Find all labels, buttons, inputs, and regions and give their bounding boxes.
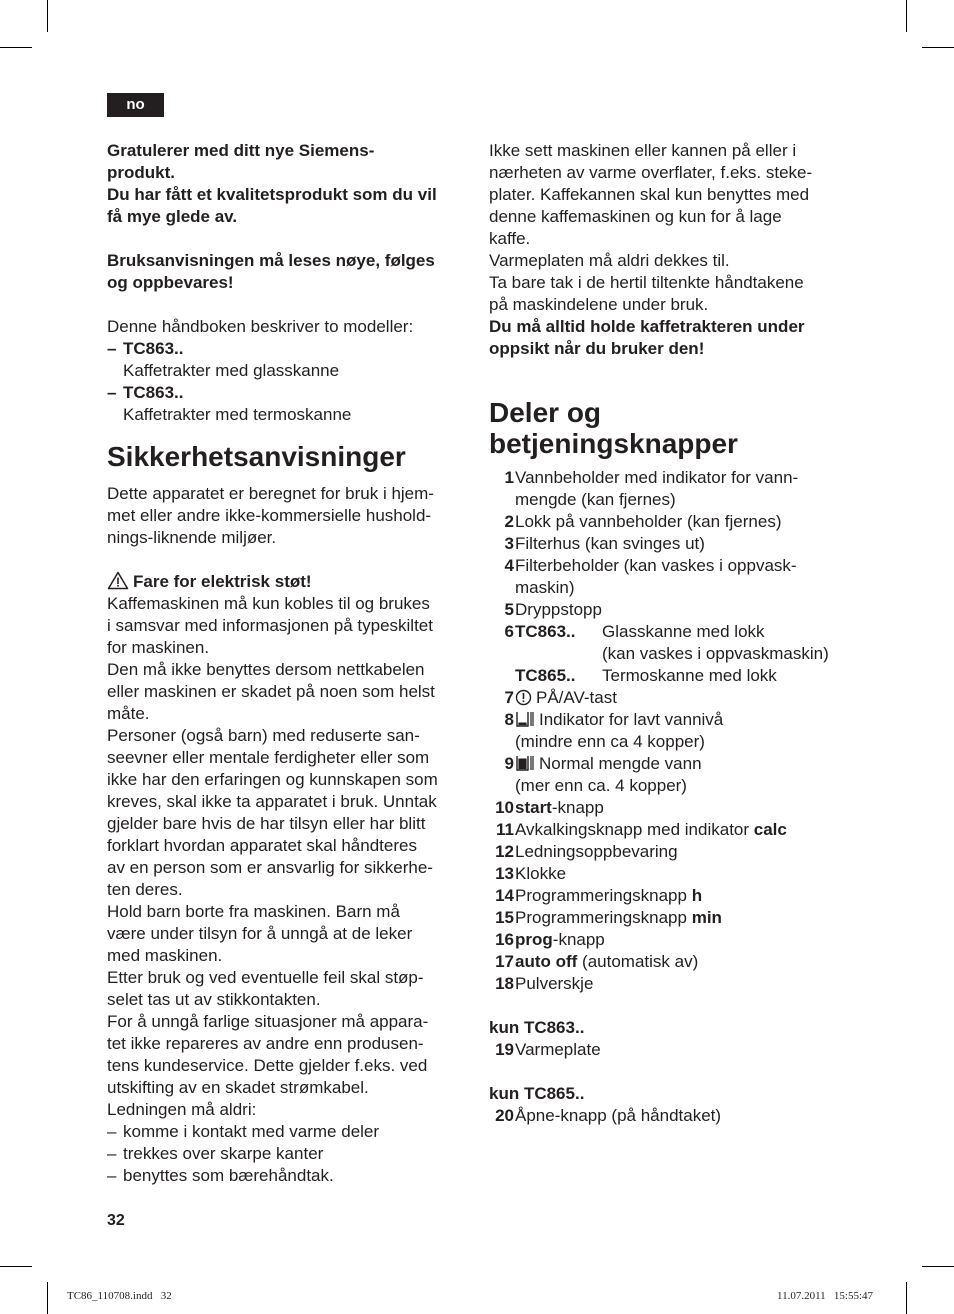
safety-line: kaffe. [489,229,531,248]
list-item [489,973,854,995]
item-number: 9 [504,754,514,773]
list-item [489,797,854,819]
item-number: 5 [504,600,514,619]
item-number: 3 [504,534,514,553]
list-item [489,533,854,555]
item-number: 6 [504,622,514,641]
item-text [515,709,854,753]
safety-intro-line: Dette apparatet er beregnet for bruk i hjem- [107,484,434,503]
safety-line: selet tas ut av stikkontakten. [107,990,321,1009]
item-bold: start [515,798,552,817]
intro-line: produkt. [107,163,175,182]
safety-intro [107,483,467,549]
safety-heading: Sikkerhetsanvisninger [107,441,406,472]
item-number: 13 [495,864,514,883]
item-number: 17 [495,952,514,971]
list-item [489,621,854,687]
model-item [107,382,467,426]
safety-line: kreves, skal ikke ta apparatet i bruk. Unntak [107,792,437,811]
safety-line: denne kaffemaskinen og kun for å lage [489,207,782,226]
safety-intro-line: met eller andre ikke-kommersielle hushold- [107,506,432,525]
item-line: maskin) [515,578,575,597]
footer-timestamp: 11.07.2011 15:55:47 [777,1290,874,1302]
item-text [515,907,854,929]
safety-body [107,593,467,1121]
item-bold: calc [753,820,787,839]
model-desc: Termoskanne med lokk [602,666,777,685]
item-label: Indikator for lavt vannivå [539,710,724,729]
safety-line: Personer (også barn) med reduserte san- [107,726,420,745]
list-item [489,1039,854,1061]
crop-mark [906,1282,907,1314]
safety-line: Etter bruk og ved eventuelle feil skal støp- [107,968,424,987]
item-text: Dryppstopp [515,600,602,619]
item-text [515,819,854,841]
low-water-icon [515,710,535,728]
item-line [515,753,854,775]
item-line: mengde (kan fjernes) [515,490,676,509]
safety-line: måte. [107,704,150,723]
item-text [515,885,854,907]
safety-line: Hold barn borte fra maskinen. Barn må [107,902,400,921]
item-text [515,687,854,709]
item-text [515,467,854,511]
list-item [489,885,854,907]
list-item [489,1105,854,1127]
item-number: 15 [495,908,514,927]
list-item [489,555,854,599]
safety-line: med maskinen. [107,946,223,965]
cord-rule-item: – benyttes som bærehåndtak. [107,1165,467,1187]
model-code: – TC863.. [107,338,467,360]
list-item [489,819,854,841]
parts-heading-line: betjeningsknapper [489,428,738,459]
item-line: (mer enn ca. 4 kopper) [515,776,687,795]
safety-line: for maskinen. [107,638,210,657]
item-number: 14 [495,886,514,905]
safety-line: For å unngå farlige situasjoner må appara- [107,1012,429,1031]
list-item [489,841,854,863]
cord-rule-item: – komme i kontakt med varme deler [107,1121,467,1143]
crop-mark [922,47,954,48]
item-number: 12 [495,842,514,861]
safety-line: gjelder bare hvis de har tilsyn eller har blitt [107,814,426,833]
warning-heading [107,571,467,593]
intro-block [107,140,467,228]
list-item [489,951,854,973]
item-bold: auto off [515,952,578,971]
safety-line: Varmeplaten må aldri dekkes til. [489,251,730,270]
item-text [515,753,854,797]
safety-line: nærheten av varme overflater, f.eks. steke- [489,163,813,182]
safety-line: eller maskinen er skadet på noen som helst [107,682,435,701]
model-code: – TC863.. [107,382,467,404]
safety-line: utskifting av en skadet strømkabel. [107,1078,369,1097]
item-text: Ledningsoppbevaring [515,842,678,861]
safety-line: plater. Kaffekannen skal kun benyttes med [489,185,810,204]
item-line [515,621,854,643]
item-text: Pulverskje [515,974,594,993]
safety-intro-line: nings-liknende miljøer. [107,528,277,547]
model-only-heading: kun TC863.. [489,1018,585,1037]
model-item [107,338,467,382]
item-line: Vannbeholder med indikator for vann- [515,468,799,487]
item-label: (automatisk av) [577,952,699,971]
list-item [489,511,854,533]
models-intro: Denne håndboken beskriver to modeller: [107,317,414,336]
item-text: Filterhus (kan svinges ut) [515,534,705,553]
page-number: 32 [107,1212,125,1229]
safety-line: tet ikke repareres av andre enn produsen- [107,1034,424,1053]
read-notice [107,250,467,294]
safety-line: være under tilsyn for å unngå at de leker [107,924,413,943]
model-only-heading: kun TC865.. [489,1084,585,1103]
item-label: -knapp [552,930,605,949]
list-item [489,753,854,797]
model-code: TC865.. [515,666,576,685]
item-line [515,709,854,731]
item-label: PÅ/AV-tast [536,688,617,707]
cord-rule-item: – trekkes over skarpe kanter [107,1143,467,1165]
model-desc: Glasskanne med lokk [602,622,765,641]
safety-line-bold: oppsikt når du bruker den! [489,339,705,358]
safety-line: ikke har den erfaringen og kunnskapen som [107,770,438,789]
item-number: 20 [495,1106,514,1125]
safety-line-bold: Du må alltid holde kaffetrakteren under [489,317,805,336]
item-bold: h [691,886,703,905]
safety-line: Ikke sett maskinen eller kannen på eller i [489,141,797,160]
list-item [489,709,854,753]
intro-line: Du har fått et kvalitetsprodukt som du vil [107,185,437,204]
item-bold: min [691,908,722,927]
intro-line: få mye glede av. [107,207,238,226]
crop-mark [47,1282,48,1314]
crop-mark [922,1266,954,1267]
left-column [107,140,467,1187]
item-text: Åpne-knapp (på håndtaket) [515,1106,722,1125]
warning-triangle-icon [107,571,129,590]
power-icon [515,689,532,706]
item-number: 1 [504,468,514,487]
safety-line: ten deres. [107,880,183,899]
safety-line: Ta bare tak i de hertil tiltenkte håndtakene [489,273,804,292]
item-number: 8 [504,710,514,729]
item-text [515,621,854,687]
safety-line: Den må ikke benyttes dersom nettkabelen [107,660,425,679]
item-number: 16 [495,930,514,949]
parts-list [489,467,854,1127]
list-item [489,599,854,621]
item-text [515,797,854,819]
list-item [489,687,854,709]
safety-line: Kaffemaskinen må kun kobles til og brukes [107,594,430,613]
read-notice-line: og oppbevares! [107,273,234,292]
item-text [515,951,854,973]
crop-mark [906,0,907,32]
model-desc: Kaffetrakter med glasskanne [123,361,340,380]
safety-line: tens kundeservice. Dette gjelder f.eks. ved [107,1056,428,1075]
item-number: 4 [504,556,514,575]
item-line: (mindre enn ca 4 kopper) [515,732,705,751]
safety-line: på maskindelene under bruk. [489,295,709,314]
full-water-icon [515,754,535,772]
item-line: (kan vaskes i oppvaskmaskin) [602,644,829,663]
crop-mark [47,0,48,32]
read-notice-line: Bruksanvisningen må leses nøye, følges [107,251,435,270]
language-tab: no [107,93,164,117]
safety-line: Ledningen må aldri: [107,1100,257,1119]
item-number: 19 [495,1040,514,1059]
cord-rules-list [107,1121,467,1187]
item-text: Lokk på vannbeholder (kan fjernes) [515,512,782,531]
intro-line: Gratulerer med ditt nye Siemens- [107,141,375,160]
safety-line: av en person som er ansvarlig for sikkerhe- [107,858,433,877]
item-label: Normal mengde vann [539,754,702,773]
item-number: 11 [496,820,514,839]
crop-mark [0,47,32,48]
safety-continued [489,140,854,360]
item-bold: prog [515,930,553,949]
item-number: 10 [495,798,514,817]
item-text: Klokke [515,864,567,883]
crop-mark [0,1266,32,1267]
footer-file: TC86_110708.indd 32 [67,1290,172,1302]
list-item [489,907,854,929]
safety-line: i samsvar med informasjonen på typeskiltet [107,616,433,635]
item-line: Filterbeholder (kan vaskes i oppvask- [515,556,797,575]
warning-title: Fare for elektrisk støt! [133,572,312,591]
item-label: Programmeringsknapp [515,886,692,905]
parts-heading [489,397,854,459]
safety-line: seevner eller mentale ferdigheter eller som [107,748,430,767]
item-number: 7 [504,688,514,707]
model-desc: Kaffetrakter med termoskanne [123,405,352,424]
item-text [515,555,854,599]
list-item [489,863,854,885]
safety-line: forklart hvordan apparatet skal håndteres [107,836,417,855]
item-number: 2 [504,512,514,531]
item-text: Varmeplate [515,1040,601,1059]
item-number: 18 [495,974,514,993]
parts-heading-line: Deler og [489,397,602,428]
item-label: -knapp [551,798,604,817]
item-text [515,929,854,951]
list-item [489,929,854,951]
item-label: Programmeringsknapp [515,908,692,927]
item-label: Avkalkingsknapp med indikator [515,820,754,839]
list-item [489,467,854,511]
model-code: TC863.. [515,622,576,641]
item-line [515,665,854,687]
right-column [489,140,854,1127]
